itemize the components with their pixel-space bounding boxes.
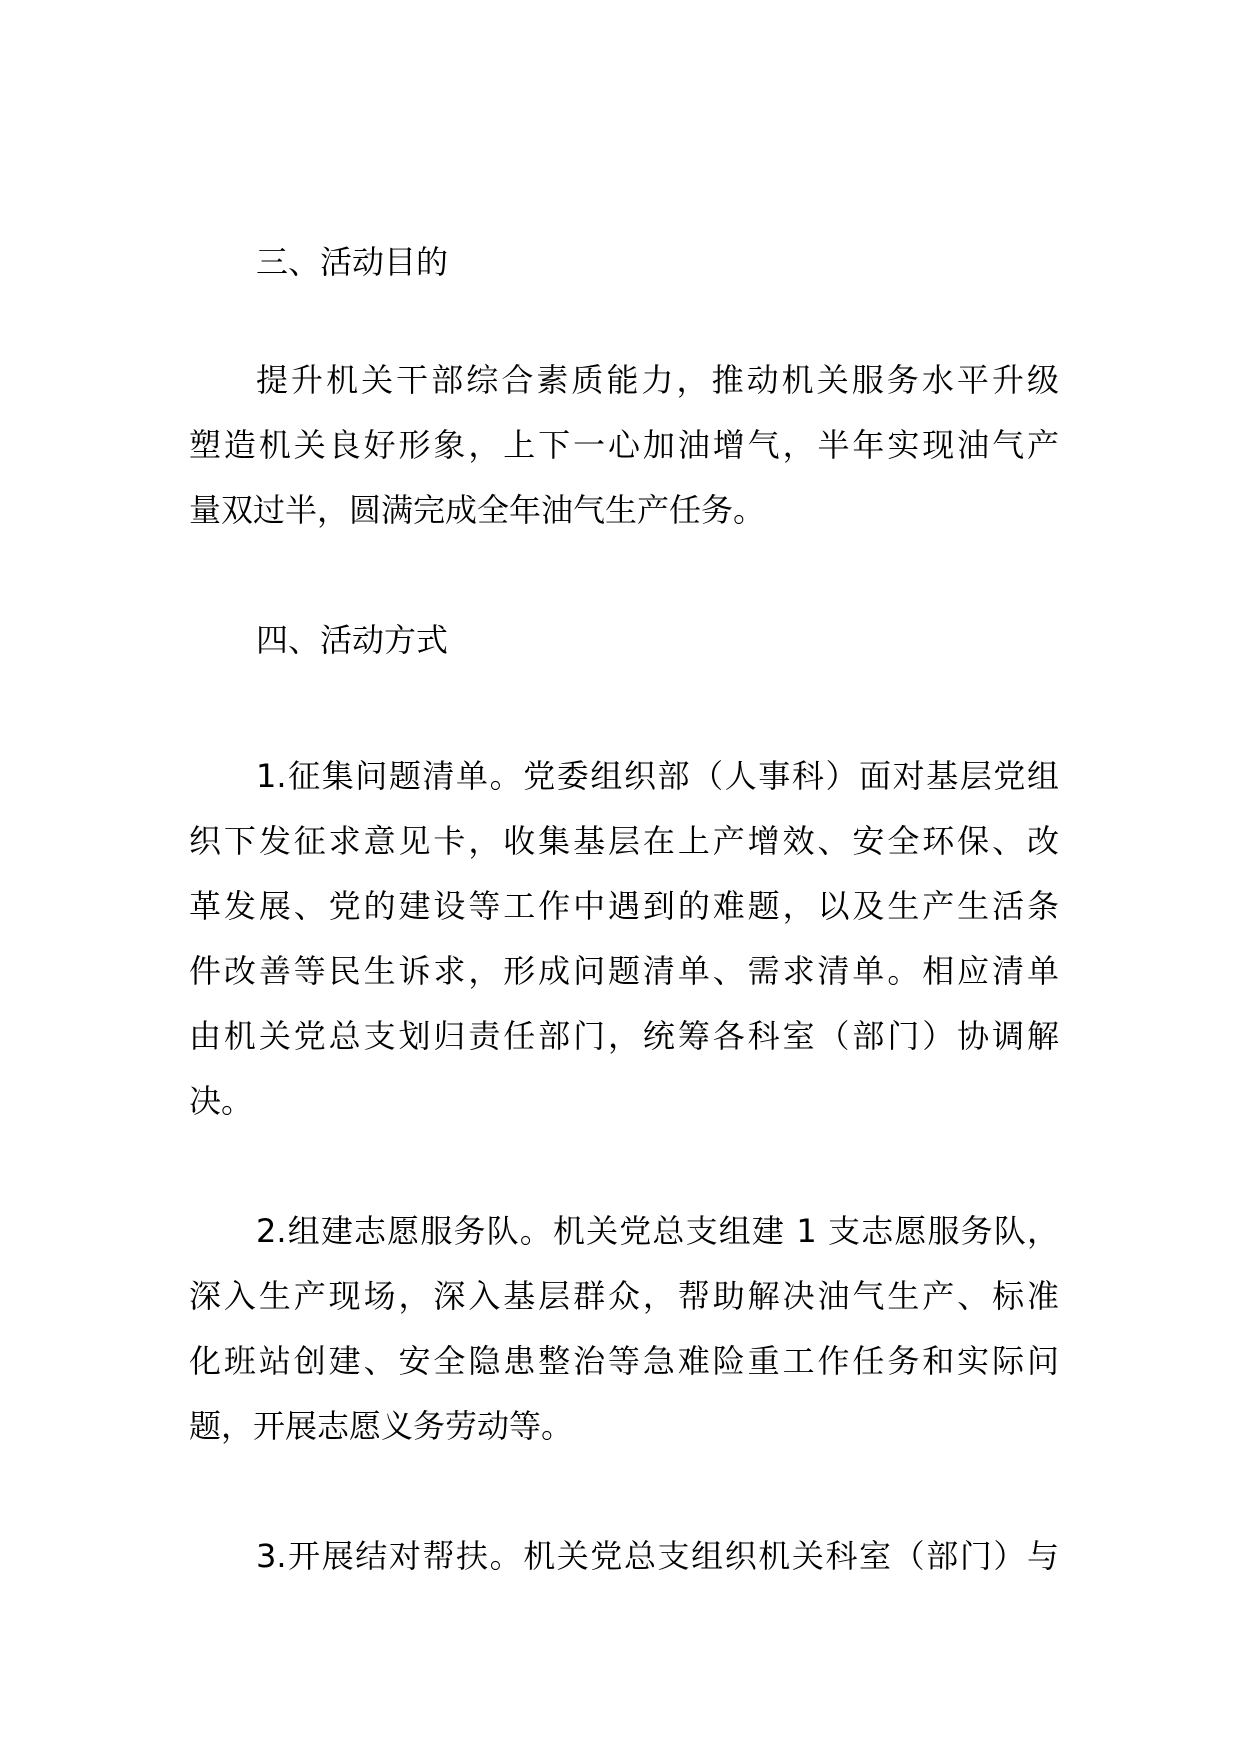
paragraph-line: 革发展、党的建设等工作中遇到的难题，以及生产生活条 bbox=[189, 887, 1059, 925]
paragraph-line: 量双过半，圆满完成全年油气生产任务。 bbox=[189, 491, 766, 529]
section-heading-purpose: 三、活动目的 bbox=[256, 243, 449, 281]
paragraph-line: 织下发征求意见卡，收集基层在上产增效、安全环保、改 bbox=[189, 822, 1059, 860]
paragraph-line: 化班站创建、安全隐患整治等急难险重工作任务和实际问 bbox=[189, 1342, 1059, 1380]
paragraph-line: 1.征集问题清单。党委组织部（人事科）面对基层党组 bbox=[256, 757, 1059, 795]
paragraph-line: 2.组建志愿服务队。机关党总支组建 1 支志愿服务队， bbox=[256, 1212, 1059, 1250]
paragraph-line: 题，开展志愿义务劳动等。 bbox=[189, 1407, 574, 1445]
paragraph-line: 决。 bbox=[189, 1082, 254, 1120]
paragraph-line: 3.开展结对帮扶。机关党总支组织机关科室（部门）与 bbox=[256, 1537, 1059, 1575]
paragraph-line: 塑造机关良好形象，上下一心加油增气，半年实现油气产 bbox=[189, 426, 1059, 464]
section-heading-method: 四、活动方式 bbox=[256, 621, 449, 659]
paragraph-line: 由机关党总支划归责任部门，统筹各科室（部门）协调解 bbox=[189, 1017, 1059, 1055]
paragraph-line: 深入生产现场，深入基层群众，帮助解决油气生产、标准 bbox=[189, 1277, 1059, 1315]
paragraph-line: 提升机关干部综合素质能力，推动机关服务水平升级 bbox=[256, 361, 1059, 399]
paragraph-line: 件改善等民生诉求，形成问题清单、需求清单。相应清单 bbox=[189, 952, 1059, 990]
